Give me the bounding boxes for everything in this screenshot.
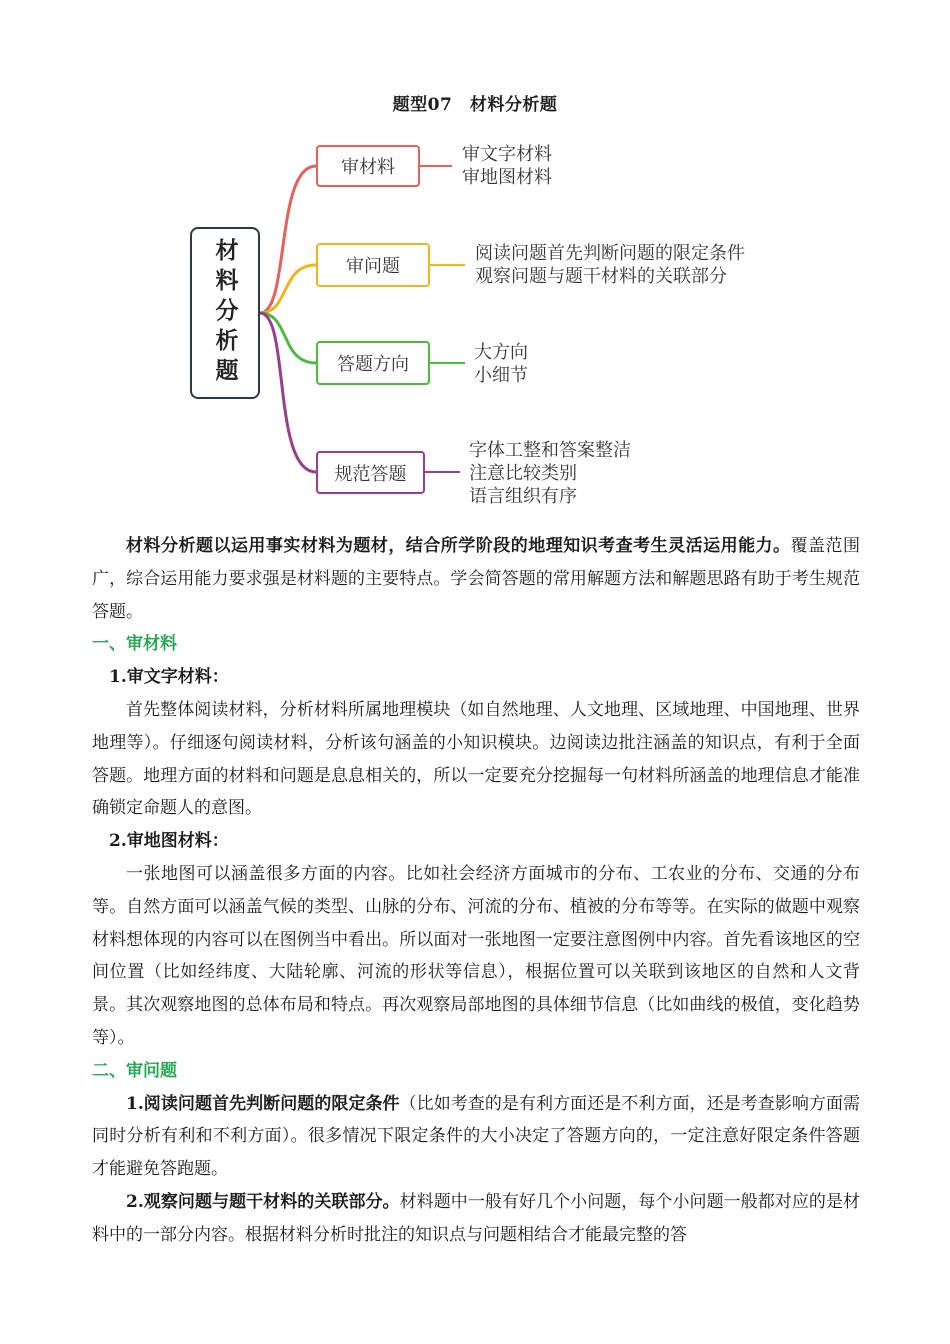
mind-map-node-2: 审问题 [316, 243, 430, 287]
paragraph-map-material: 一张地图可以涵盖很多方面的内容。比如社会经济方面城市的分布、工农业的分布、交通的分布等。自然方面可以涵盖气候的类型、山脉的分布、河流的分布、植被的分布等等。在实际的做题中观察材料想体现的内容可以在图例当中看出。所以面对一张地图一定要注意图例中内容。首先看该地区的空间位置（比如经纬度、大陆轮廓、河流的形状等信息），根据位置可以关联到该地区的自然和人文背景。其次观察地图的总体布局和特点。再次观察局部地图的具体细节信息（比如曲线的极值，变化趋势等）。 [92, 863, 860, 1048]
paragraph-question-conditions [92, 1088, 860, 1186]
leaf-text: 审文字材料 [462, 144, 552, 165]
connector-4 [260, 313, 316, 472]
mind-map-leaves-4 [469, 439, 631, 508]
question-association-bold: 2.观察问题与题干材料的关联部分。 [126, 1191, 400, 1212]
leaf-text: 阅读问题首先判断问题的限定条件 [475, 243, 745, 264]
mind-map [0, 130, 950, 520]
intro-paragraph [92, 530, 860, 628]
leaf-text: 字体工整和答案整洁 [469, 440, 631, 461]
mind-map-root: 材料分析题 [190, 227, 260, 399]
document-body [92, 530, 860, 1252]
mind-map-node-3: 答题方向 [316, 341, 430, 385]
question-conditions-bold: 1.阅读问题首先判断问题的限定条件 [126, 1093, 400, 1114]
question-conditions-text: （比如考查的是有利方面还是不利方面，还是考查影响方面需同时分析有利和不利方面）。很多情况下限定条件的大小决定了答题方向的，一定注意好限定条件答题才能避免答跑题。 [92, 1093, 861, 1180]
subheading-text-material: 1.审文字材料： [109, 667, 229, 688]
intro-text: 覆盖范围广，综合运用能力要求强是材料题的主要特点。学会简答题的常用解题方法和解题思路有助于考生规范答题。 [92, 536, 861, 622]
connector-1 [260, 166, 316, 313]
paragraph-question-association [92, 1186, 860, 1252]
paragraph-text-material: 首先整体阅读材料，分析材料所属地理模块（如自然地理、人文地理、区域地理、中国地理、世界地理等）。仔细逐句阅读材料，分析该句涵盖的小知识模块。边阅读边批注涵盖的知识点，有利于全面答题。地理方面的材料和问题是息息相关的，所以一定要充分挖掘每一句材料所涵盖的地理信息才能准确锁定命题人的意图。 [92, 699, 860, 819]
leaf-text: 注意比较类别 [469, 463, 577, 484]
leaf-text: 审地图材料 [462, 167, 552, 188]
leaf-text: 大方向 [474, 342, 528, 363]
mind-map-leaves-2 [475, 242, 745, 288]
leaf-text: 观察问题与题干材料的关联部分 [475, 266, 727, 287]
subheading-map-material: 2.审地图材料： [109, 831, 229, 852]
mind-map-node-4: 规范答题 [316, 451, 425, 494]
mind-map-leaves-3 [474, 341, 528, 387]
section-heading-2: 二、审问题 [92, 1060, 177, 1081]
mind-map-leaves-1 [462, 143, 552, 189]
mind-map-node-1: 审材料 [316, 145, 420, 187]
question-association-text: 材料题中一般有好几个小问题，每个小问题一般都对应的是材料中的一部分内容。根据材料分析时批注的知识点与问题相结合才能最完整的答 [92, 1191, 861, 1245]
leaf-text: 语言组织有序 [469, 486, 577, 507]
leaf-text: 小细节 [474, 365, 528, 386]
section-heading-1: 一、审材料 [92, 634, 177, 655]
page-title: 题型07 材料分析题 [392, 95, 558, 115]
intro-bold: 材料分析题以运用事实材料为题材，结合所学阶段的地理知识考查考生灵活运用能力。 [126, 536, 791, 556]
